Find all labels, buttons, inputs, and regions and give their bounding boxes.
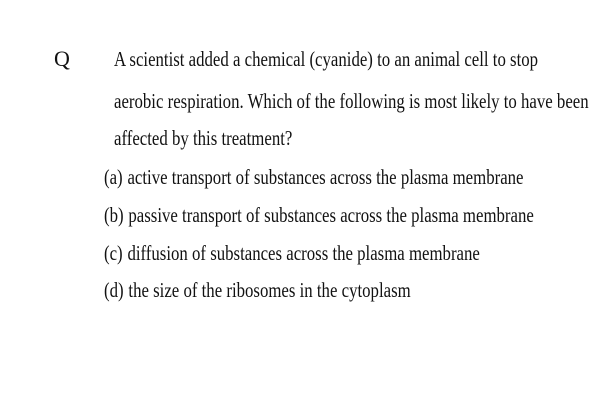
option-c-text: diffusion of substances across the plasma membrane <box>127 241 480 265</box>
option-a-label: (a) <box>104 165 123 189</box>
option-a-text: active transport of substances across the plasma membrane <box>127 165 524 189</box>
option-b-label: (b) <box>104 203 124 227</box>
option-a <box>104 162 524 192</box>
option-d-label: (d) <box>104 278 124 302</box>
question-text-line-1: A scientist added a chemical (cyanide) to an animal cell to stop <box>114 47 539 71</box>
option-c-label: (c) <box>104 241 123 265</box>
option-d-text: the size of the ribosomes in the cytoplasm <box>128 278 411 302</box>
question-text-line-2: aerobic respiration. Which of the following is most likely to have been <box>114 89 589 113</box>
option-b-text: passive transport of substances across the plasma membrane <box>128 203 534 227</box>
question-text-line-3: affected by this treatment? <box>114 126 293 150</box>
option-d <box>104 275 411 305</box>
option-b <box>104 200 534 230</box>
question-marker: Q <box>54 46 70 71</box>
option-c <box>104 238 480 268</box>
